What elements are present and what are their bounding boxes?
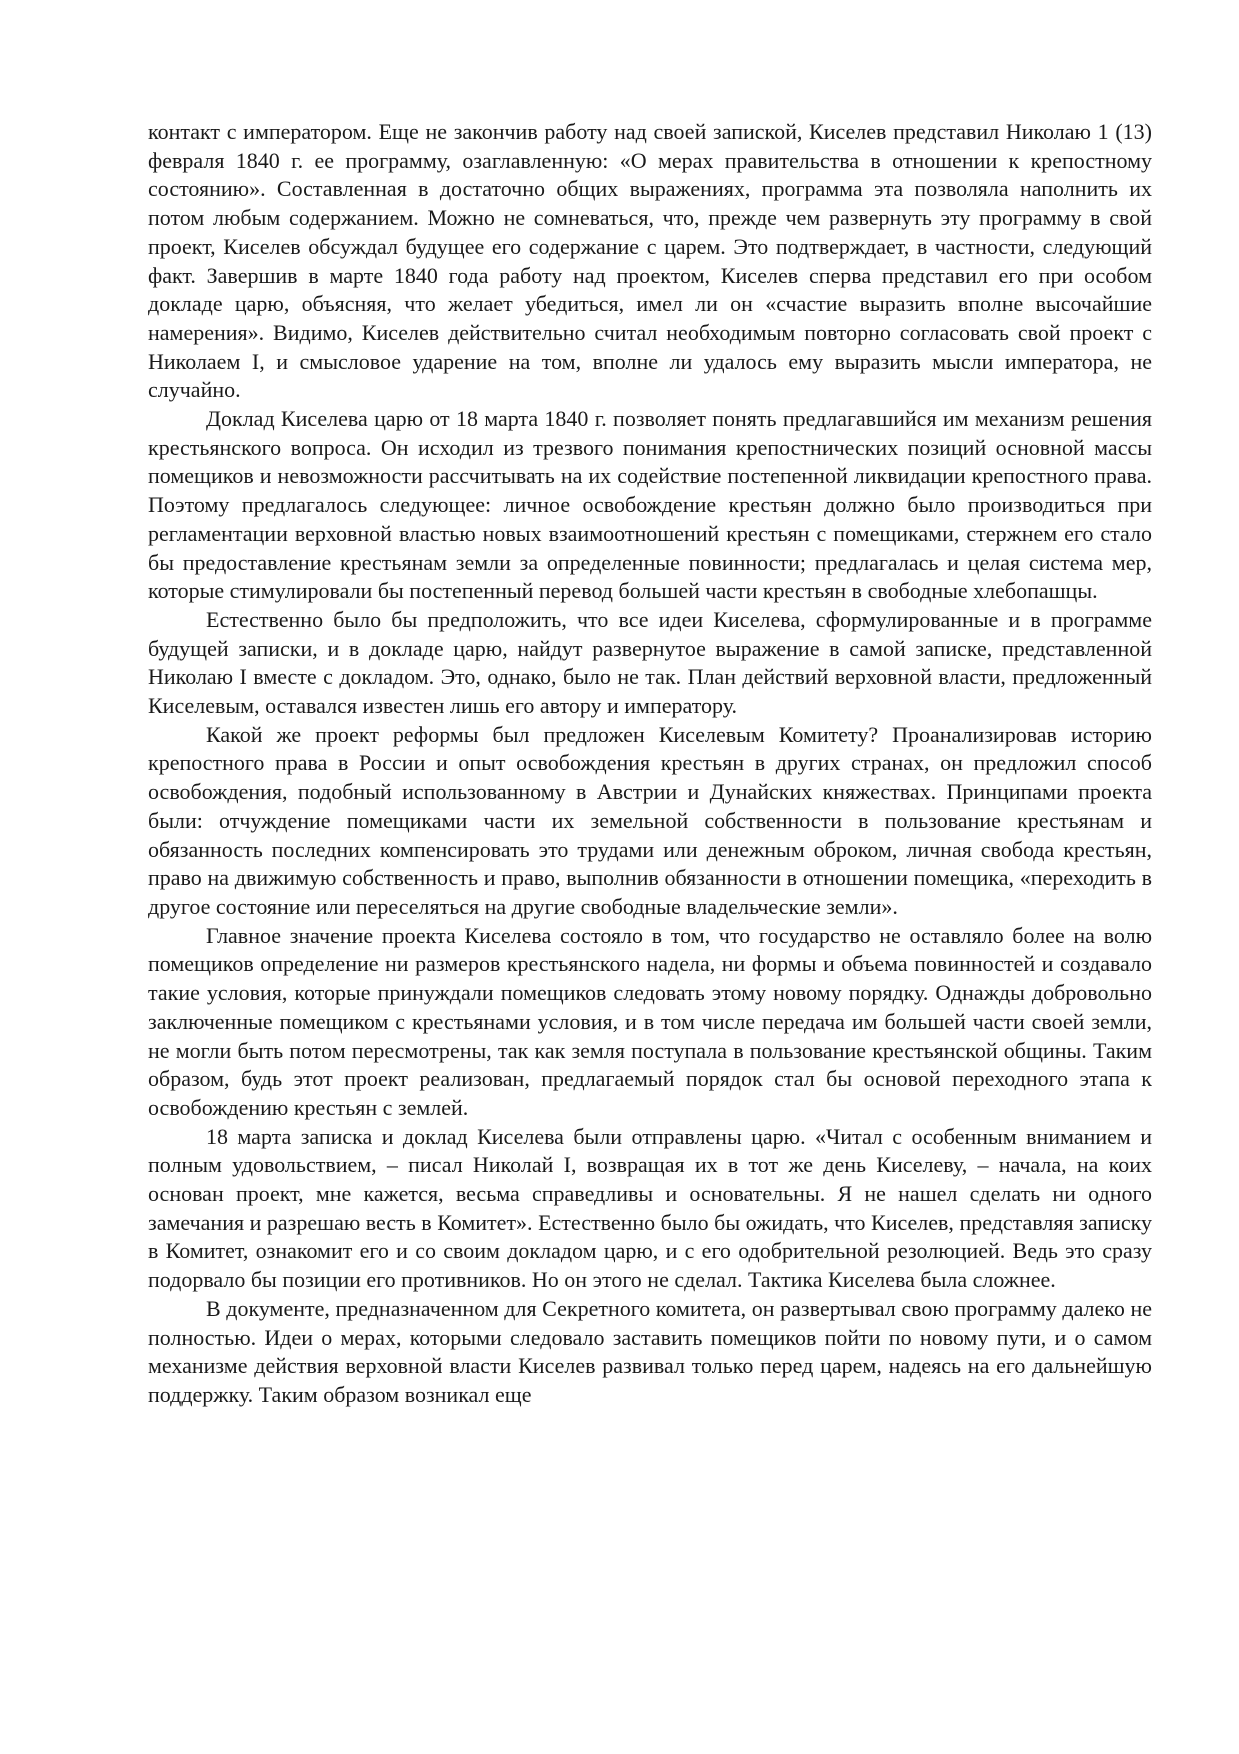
paragraph-3: Естественно было бы предположить, что все идеи Киселева, сформулированные и в программе будущей записки, и в докладе царю, найдут развернутое выражение в самой записке, представленной Николаю I вместе с докладом. Это, однако, было не так. План действий верховной власти, предложенный Киселевым, оставался известен лишь его автору и императору. (148, 606, 1152, 719)
paragraph-6: 18 марта записка и доклад Киселева были отправлены царю. «Читал с особенным вниманием и полным удовольствием, – писал Николай I, возвращая их в тот же день Киселеву, – начала, на коих основан проект, мне кажется, весьма справедливы и основательны. Я не нашел сделать ни одного замечания и разрешаю весть в Комитет». Естественно было бы ожидать, что Киселев, представляя записку в Комитет, ознакомит его и со своим докладом царю, и с его одобрительной резолюцией. Ведь это сразу подорвало бы позиции его противников. Но он этого не сделал. Тактика Киселева была сложнее. (148, 1123, 1152, 1293)
paragraph-1: контакт с императором. Еще не закончив работу над своей запиской, Киселев представил Николаю 1 (13) февраля 1840 г. ее программу, озаглавленную: «О мерах правительства в отношении к крепостному состоянию». Составленная в достаточно общих выражениях, программа эта позволяла наполнить их потом любым содержанием. Можно не сомневаться, что, прежде чем развернуть эту программу в свой проект, Киселев обсуждал будущее его содержание с царем. Это подтверждает, в частности, следующий факт. Завершив в марте 1840 года работу над проектом, Киселев сперва представил его при особом докладе царю, объясняя, что желает убедиться, имел ли он «счастие выразить вполне высочайшие намерения». Видимо, Киселев действительно считал необходимым повторно согласовать свой проект с Николаем I, и смысловое ударение на том, вполне ли удалось ему выразить мысли императора, не случайно. (148, 119, 1152, 403)
paragraph-2: Доклад Киселева царю от 18 марта 1840 г. позволяет понять предлагавшийся им механизм решения крестьянского вопроса. Он исходил из трезвого понимания крепостнических позиций основной массы помещиков и невозможности рассчитывать на их содействие постепенной ликвидации крепостного права. Поэтому предлагалось следующее: личное освобождение крестьян должно было производиться при регламентации верховной властью новых взаимоотношений крестьян с помещиками, стержнем его стало бы предоставление крестьянам земли за определенные повинности; предлагалась и целая система мер, которые стимулировали бы постепенный перевод большей части крестьян в свободные хлебопашцы. (148, 406, 1152, 604)
paragraph-5: Главное значение проекта Киселева состояло в том, что государство не оставляло более на волю помещиков определение ни размеров крестьянского надела, ни формы и объема повинностей и создавало такие условия, которые принуждали помещиков следовать этому новому порядку. Однажды добровольно заключенные помещиком с крестьянами условия, и в том числе передача им большей части своей земли, не могли быть потом пересмотрены, так как земля поступала в пользование крестьянской общины. Таким образом, будь этот проект реализован, предлагаемый порядок стал бы основой переходного этапа к освобождению крестьян с землей. (148, 922, 1152, 1120)
paragraph-4: Какой же проект реформы был предложен Киселевым Комитету? Проанализировав историю крепостного права в России и опыт освобождения крестьян в других странах, он предложил способ освобождения, подобный использованному в Австрии и Дунайских княжествах. Принципами проекта были: отчуждение помещиками части их земельной собственности в пользование крестьянам и обязанность последних компенсировать это трудами или денежным оброком, личная свобода крестьян, право на движимую собственность и право, выполнив обязанности в отношении помещика, «переходить в другое состояние или переселяться на другие свободные владельческие земли». (148, 721, 1152, 919)
document-page (148, 118, 1152, 1410)
paragraph-7: В документе, предназначенном для Секретного комитета, он развертывал свою программу далеко не полностью. Идеи о мерах, которыми следовало заставить помещиков пойти по новому пути, и о самом механизме действия верховной власти Киселев развивал только перед царем, надеясь на его дальнейшую поддержку. Таким образом возникал еще (148, 1295, 1152, 1407)
